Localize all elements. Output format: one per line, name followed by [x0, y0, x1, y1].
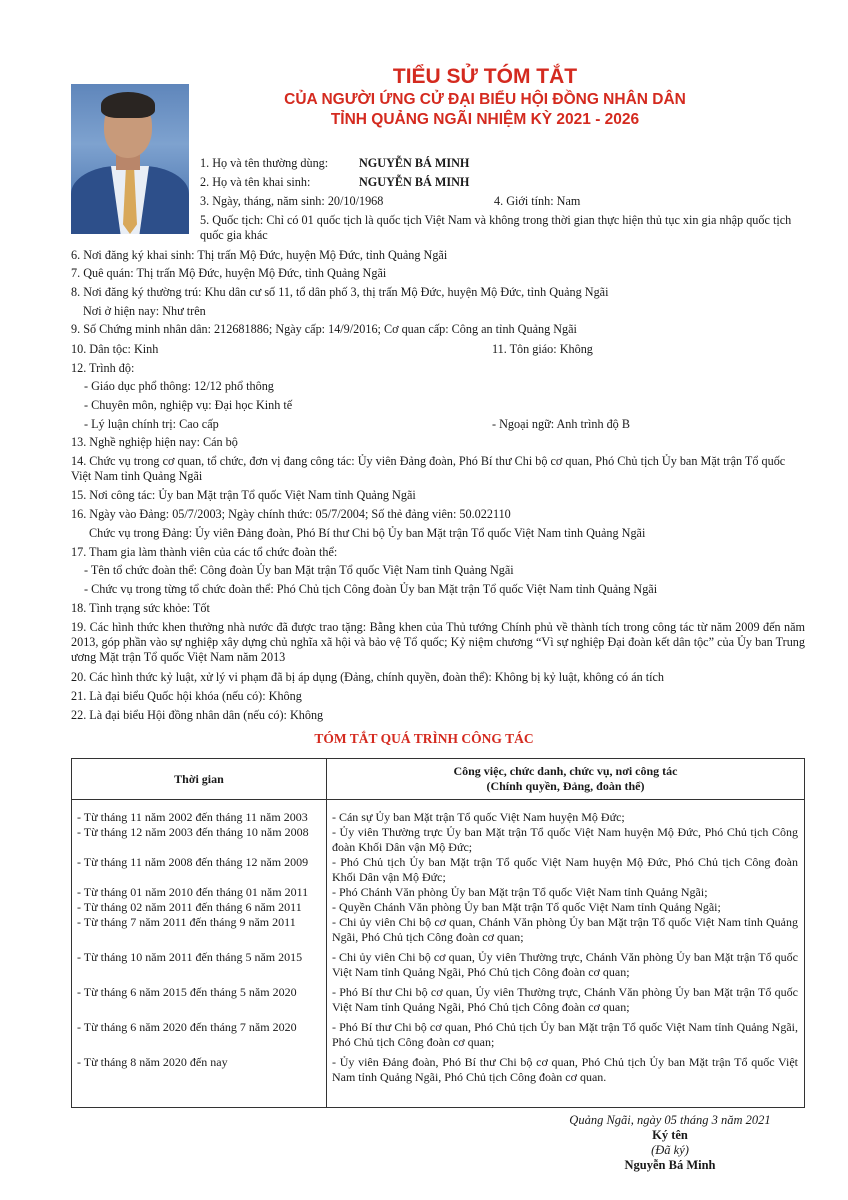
religion: 11. Tôn giáo: Không: [492, 342, 593, 356]
organizations-heading: 17. Tham gia làm thành viên của các tổ chức đoàn thể:: [71, 545, 338, 559]
column-header-job-line-2: (Chính quyền, Đảng, đoàn thể): [486, 779, 645, 793]
ethnicity: 10. Dân tộc: Kinh: [71, 342, 159, 356]
birth-registration-place: 6. Nơi đăng ký khai sinh: Thị trấn Mộ Đức, huyện Mộ Đức, tỉnh Quảng Ngãi: [71, 248, 448, 262]
signature-label: Ký tên: [652, 1128, 688, 1142]
current-position: 14. Chức vụ trong cơ quan, tổ chức, đơn vị đang công tác: Ủy viên Đảng đoàn, Phó Bí thư Chi bộ cơ quan, Phó Chủ tịch Ủy ban Mặt trận Tổ quốc Việt Nam tỉnh Quảng Ngãi: [71, 454, 786, 483]
organization-name: - Tên tổ chức đoàn thể: Công đoàn Ủy ban Mặt trận Tổ quốc Việt Nam tỉnh Quảng Ngãi: [84, 563, 514, 577]
table-cell-time: - Từ tháng 02 năm 2011 đến tháng 6 năm 2011: [77, 900, 302, 914]
document-header: [190, 64, 780, 130]
document-subtitle-1: CỦA NGƯỜI ỨNG CỬ ĐẠI BIỂU HỘI ĐỒNG NHÂN DÂN: [284, 91, 686, 108]
work-history-title: TÓM TẮT QUÁ TRÌNH CÔNG TÁC: [314, 731, 534, 746]
table-cell-job: - Phó Bí thư Chi bộ cơ quan, Ủy viên Thường trực, Chánh Văn phòng Ủy ban Mặt trận Tổ quốc Việt Nam tỉnh Quảng Ngãi, Phó Chủ tịch Công đoàn cơ quan;: [331, 985, 798, 1014]
table-cell-job: - Chi ủy viên Chi bộ cơ quan, Chánh Văn phòng Ủy ban Mặt trận Tổ quốc Việt Nam tỉnh Quảng Ngãi, Phó Chủ tịch Công đoàn cơ quan;: [331, 915, 798, 944]
table-cell-time: - Từ tháng 12 năm 2003 đến tháng 10 năm 2008: [77, 825, 309, 839]
signature-signed-note: (Đã ký): [651, 1143, 689, 1157]
column-header-time: Thời gian: [72, 759, 327, 800]
foreign-language: - Ngoại ngữ: Anh trình độ B: [492, 417, 630, 431]
table-cell-time: - Từ tháng 7 năm 2011 đến tháng 9 năm 2011: [77, 915, 296, 929]
id-card-info: 9. Số Chứng minh nhân dân: 212681886; Ngày cấp: 14/9/2016; Cơ quan cấp: Công an tỉnh Quảng Ngãi: [71, 322, 577, 336]
table-cell-time: - Từ tháng 10 năm 2011 đến tháng 5 năm 2015: [77, 950, 303, 964]
party-membership: 16. Ngày vào Đảng: 05/7/2003; Ngày chính thức: 05/7/2004; Số thẻ đảng viên: 50.022110: [71, 507, 511, 521]
political-theory: - Lý luận chính trị: Cao cấp: [84, 417, 219, 431]
table-cell-time: - Từ tháng 8 năm 2020 đến nay: [77, 1055, 228, 1069]
current-residence: Nơi ở hiện nay: Như trên: [83, 304, 206, 318]
council-delegate: 22. Là đại biểu Hội đồng nhân dân (nếu có): Không: [71, 708, 324, 722]
signer-name: Nguyễn Bá Minh: [624, 1158, 716, 1172]
column-header-job: [326, 759, 804, 800]
current-occupation: 13. Nghề nghiệp hiện nay: Cán bộ: [71, 435, 238, 449]
candidate-portrait-photo: [71, 84, 189, 234]
table-cell-time: - Từ tháng 6 năm 2020 đến tháng 7 năm 2020: [77, 1020, 297, 1034]
permanent-residence: 8. Nơi đăng ký thường trú: Khu dân cư số 11, tổ dân phố 3, thị trấn Mộ Đức, huyện Mộ Đức, tỉnh Quảng Ngãi: [71, 285, 609, 299]
birth-date: 3. Ngày, tháng, năm sinh: 20/10/1968: [200, 194, 384, 208]
job-column: [326, 800, 804, 1108]
table-cell-time: - Từ tháng 01 năm 2010 đến tháng 01 năm 2011: [77, 885, 309, 899]
health-status: 18. Tình trạng sức khỏe: Tốt: [71, 601, 210, 615]
hometown: 7. Quê quán: Thị trấn Mộ Đức, huyện Mộ Đức, tỉnh Quảng Ngãi: [71, 266, 387, 280]
time-column: [72, 800, 327, 1108]
document-subtitle-2: TỈNH QUẢNG NGÃI NHIỆM KỲ 2021 - 2026: [330, 111, 640, 128]
signature-place-date: Quảng Ngãi, ngày 05 tháng 3 năm 2021: [569, 1113, 771, 1127]
common-name-value: NGUYỄN BÁ MINH: [359, 156, 470, 170]
birth-name-value: NGUYỄN BÁ MINH: [359, 175, 470, 189]
gender: 4. Giới tính: Nam: [494, 194, 581, 208]
national-assembly-delegate: 21. Là đại biểu Quốc hội khóa (nếu có): Không: [71, 689, 302, 703]
awards: 19. Các hình thức khen thưởng nhà nước đã được trao tặng: Bằng khen của Thủ tướng Chính phủ về thành tích trong công tác từ năm 2009 đến năm 2013, góp phần vào sự nghiệp xây dựng chủ nghĩa xã hội và bảo vệ Tổ quốc; Kỷ niệm chương “Vì sự nghiệp Đại đoàn kết dân tộc” của Ủy ban Trung ương Mặt trận Tổ quốc Việt Nam năm 2013: [71, 620, 805, 664]
common-name-label: 1. Họ và tên thường dùng:: [200, 156, 329, 170]
work-history-table: [71, 758, 805, 1108]
workplace: 15. Nơi công tác: Ủy ban Mặt trận Tổ quốc Việt Nam tỉnh Quảng Ngãi: [71, 488, 416, 502]
table-cell-time: - Từ tháng 11 năm 2008 đến tháng 12 năm 2009: [77, 855, 309, 869]
party-position: Chức vụ trong Đảng: Ủy viên Đảng đoàn, Phó Bí thư Chi bộ Ủy ban Mặt trận Tổ quốc Việt Nam tỉnh Quảng Ngãi: [89, 526, 646, 540]
birth-name-label: 2. Họ và tên khai sinh:: [200, 175, 311, 189]
professional-qualification: - Chuyên môn, nghiệp vụ: Đại học Kinh tế: [84, 398, 293, 412]
table-cell-job: - Phó Chánh Văn phòng Ủy ban Mặt trận Tổ quốc Việt Nam tỉnh Quảng Ngãi;: [331, 885, 708, 899]
column-header-job-line-1: Công việc, chức danh, chức vụ, nơi công tác: [453, 764, 678, 778]
general-education: - Giáo dục phổ thông: 12/12 phổ thông: [84, 379, 274, 393]
organization-position: - Chức vụ trong từng tổ chức đoàn thể: Phó Chủ tịch Công đoàn Ủy ban Mặt trận Tổ quốc Việt Nam tỉnh Quảng Ngãi: [84, 582, 658, 596]
table-cell-job: - Phó Chủ tịch Ủy ban Mặt trận Tổ quốc Việt Nam huyện Mộ Đức, Phó Chủ tịch Công đoàn Khối Dân vận Mộ Đức;: [331, 855, 798, 884]
table-cell-time: - Từ tháng 11 năm 2002 đến tháng 11 năm 2003: [77, 810, 308, 824]
discipline: 20. Các hình thức kỷ luật, xử lý vi phạm đã bị áp dụng (Đảng, chính quyền, đoàn thể): Không bị kỷ luật, không có án tích: [71, 670, 665, 684]
table-body-row: [72, 800, 805, 1108]
table-cell-job: - Cán sự Ủy ban Mặt trận Tổ quốc Việt Nam huyện Mộ Đức;: [331, 810, 625, 824]
table-cell-job: - Ủy viên Đảng đoàn, Phó Bí thư Chi bộ cơ quan, Phó Chủ tịch Ủy ban Mặt trận Tổ quốc Việt Nam tỉnh Quảng Ngãi, Phó Chủ tịch Công đoàn cơ quan.: [331, 1055, 798, 1084]
education-heading: 12. Trình độ:: [71, 361, 135, 375]
table-cell-job: - Phó Bí thư Chi bộ cơ quan, Phó Chủ tịch Ủy ban Mặt trận Tổ quốc Việt Nam tỉnh Quảng Ngãi, Phó Chủ tịch Công đoàn cơ quan;: [331, 1020, 798, 1049]
table-cell-time: - Từ tháng 6 năm 2015 đến tháng 5 năm 2020: [77, 985, 297, 999]
table-cell-job: - Quyền Chánh Văn phòng Ủy ban Mặt trận Tổ quốc Việt Nam tỉnh Quảng Ngãi;: [331, 900, 721, 914]
table-header-row: [72, 759, 805, 800]
document-title: TIỂU SỬ TÓM TẮT: [392, 65, 578, 88]
table-cell-job: - Ủy viên Thường trực Ủy ban Mặt trận Tổ quốc Việt Nam huyện Mộ Đức, Phó Chủ tịch Công đoàn Khối Dân vận Mộ Đức;: [331, 825, 798, 854]
table-cell-job: - Chi ủy viên Chi bộ cơ quan, Ủy viên Thường trực, Chánh Văn phòng Ủy ban Mặt trận Tổ quốc Việt Nam tỉnh Quảng Ngãi, Phó Chủ tịch Công đoàn cơ quan;: [331, 950, 798, 979]
nationality: 5. Quốc tịch: Chỉ có 01 quốc tịch là quốc tịch Việt Nam và không trong thời gian thực hiện thủ tục xin gia nhập quốc tịch quốc gia khác: [200, 213, 792, 242]
